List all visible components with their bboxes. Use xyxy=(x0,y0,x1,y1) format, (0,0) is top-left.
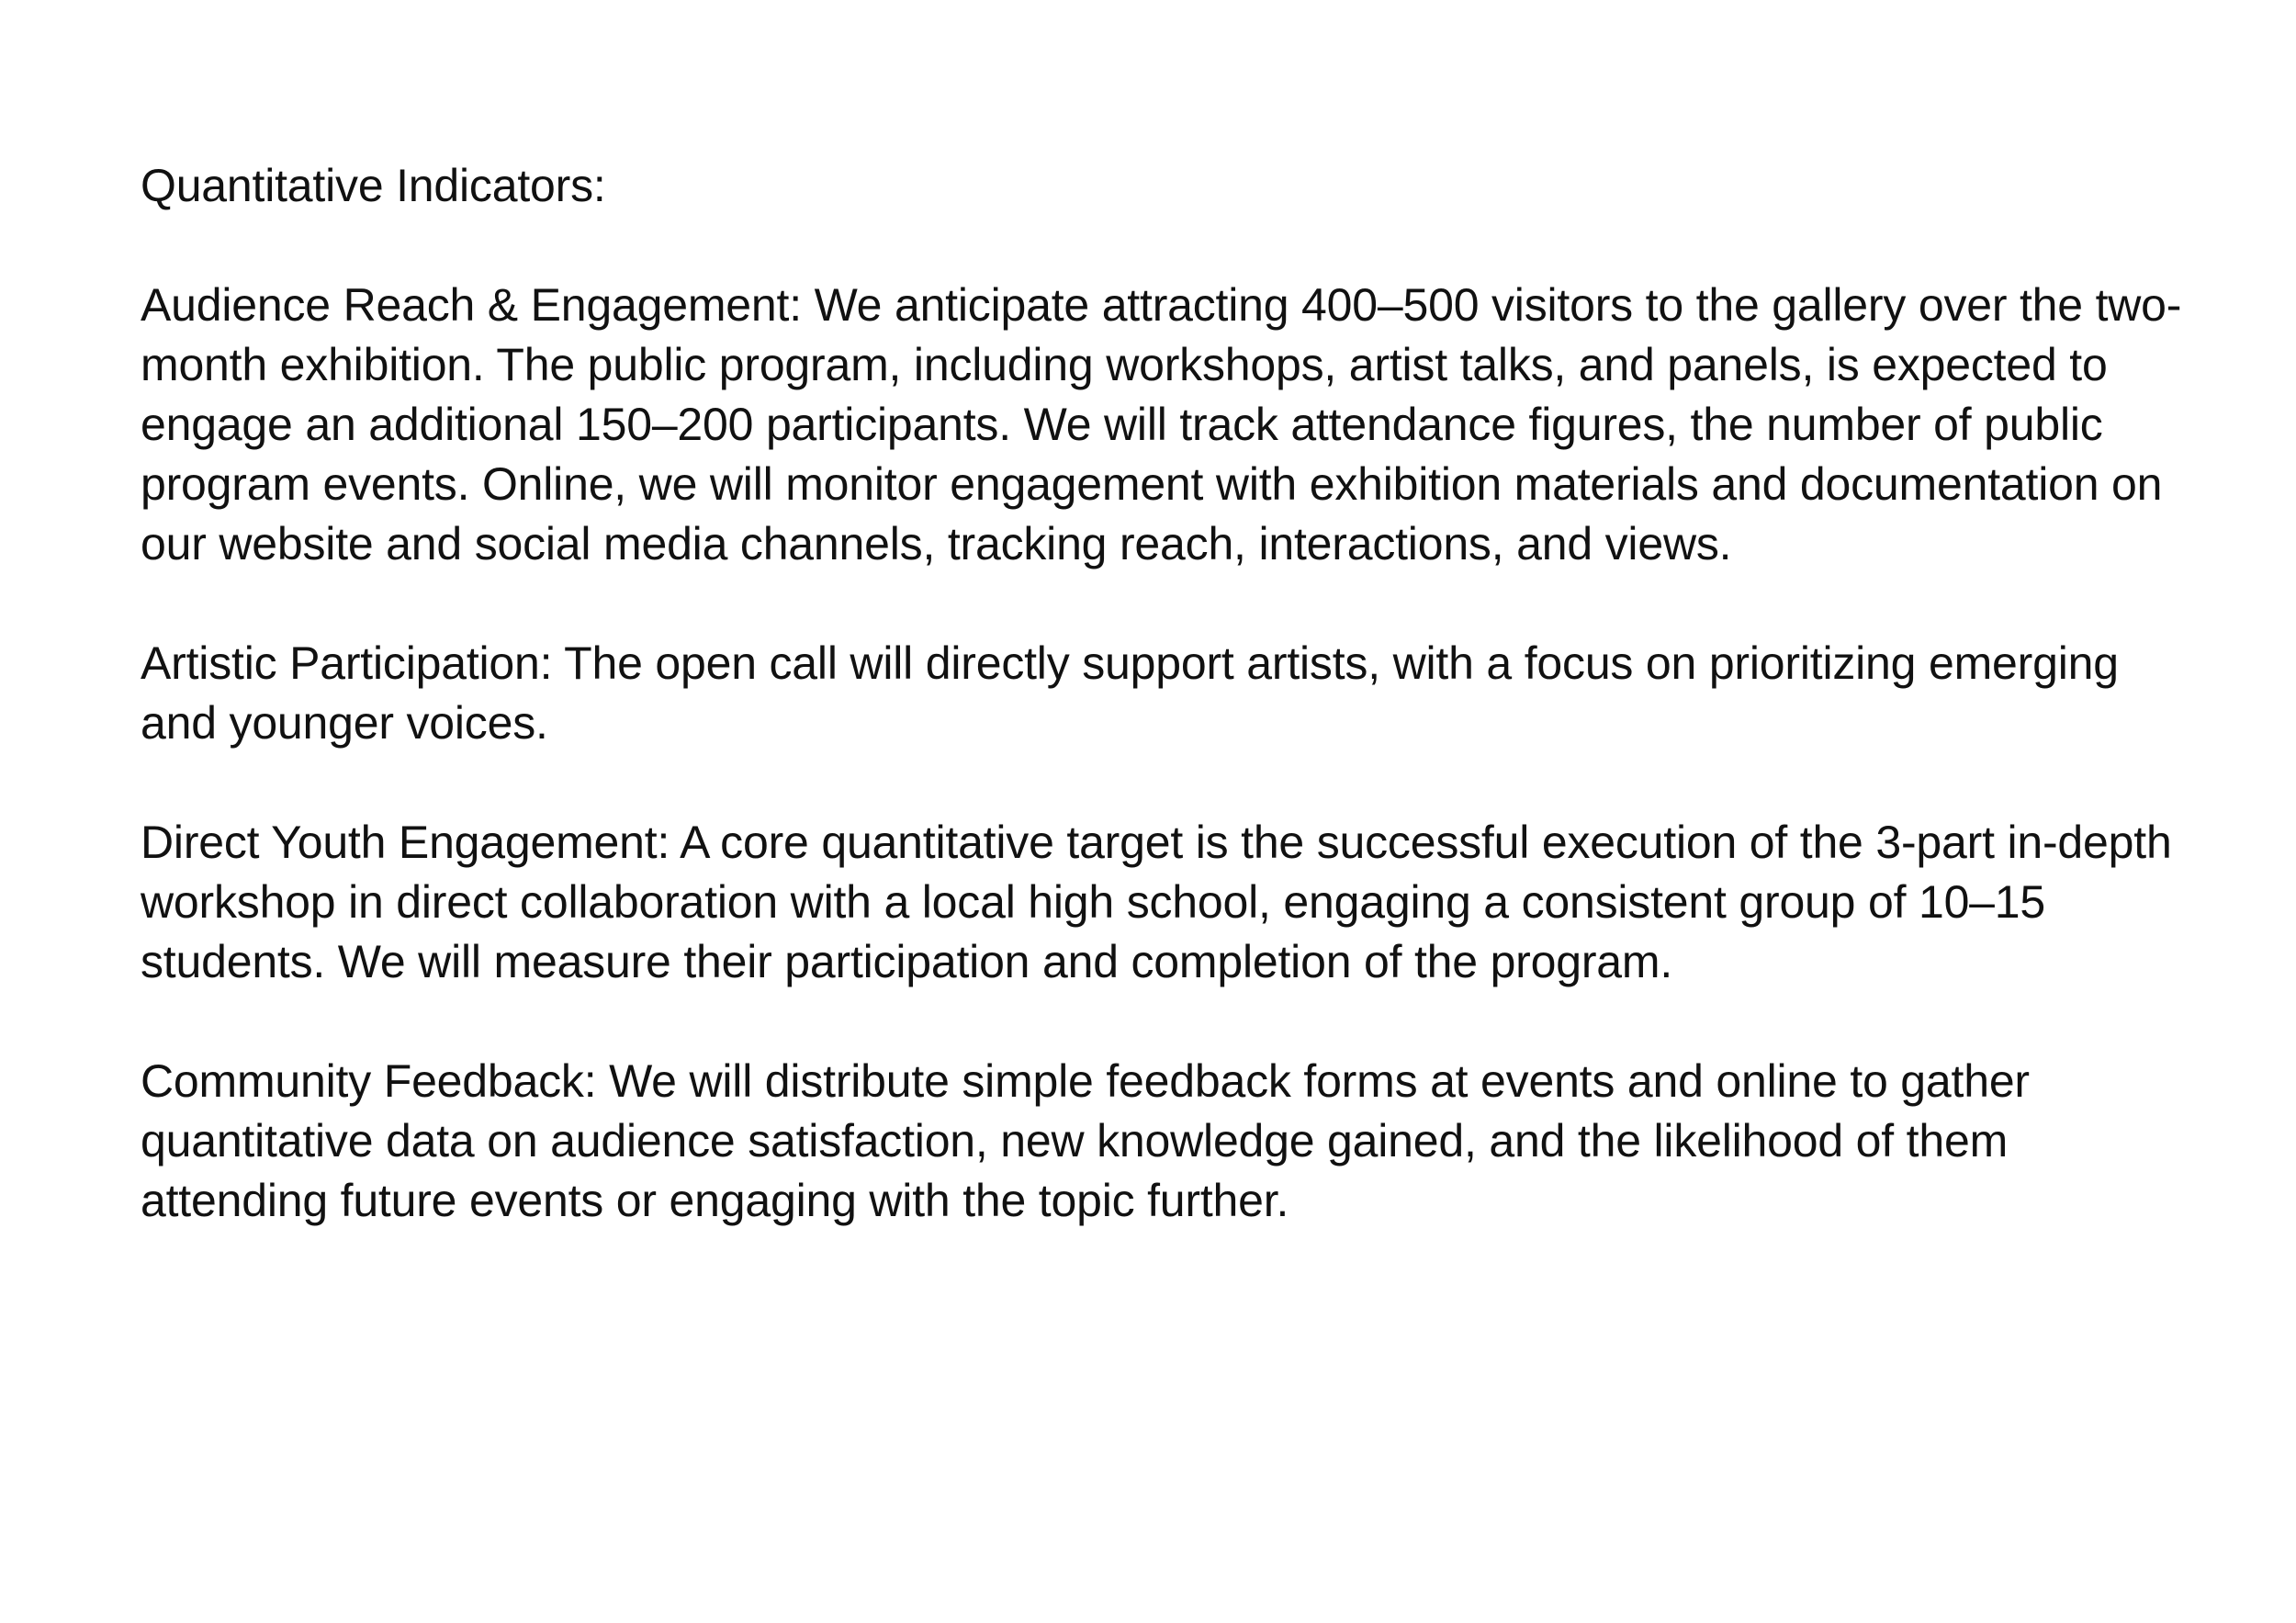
paragraph-text: A core quantitative target is the successful execution of the 3-part in-depth workshop in direct collaboration with a local high school, engaging a consistent group of 10–15 students. We will measure their participation and completion of the program. xyxy=(141,817,2172,987)
paragraph-title: Artistic Participation: xyxy=(141,637,553,689)
paragraph-title: Direct Youth Engagement: xyxy=(141,817,670,868)
paragraph-title: Community Feedback: xyxy=(141,1055,597,1107)
paragraph-title: Audience Reach & Engagement: xyxy=(141,279,802,331)
document-body xyxy=(141,156,2198,1231)
paragraph-text: We will distribute simple feedback forms at events and online to gather quantitative data on audience satisfaction, new knowledge gained, and the likelihood of them attending future events or engaging with the topic further. xyxy=(141,1055,2030,1226)
paragraph-text: The open call will directly support artists, with a focus on prioritizing emerging and younger voices. xyxy=(141,637,2119,749)
paragraph-direct-youth-engagement xyxy=(141,813,2198,992)
section-heading: Quantitative Indicators: xyxy=(141,160,606,211)
paragraph-audience-reach xyxy=(141,276,2198,574)
paragraph-artistic-participation xyxy=(141,634,2198,753)
paragraph-community-feedback xyxy=(141,1052,2198,1231)
paragraph-text: We anticipate attracting 400–500 visitors to the gallery over the two-month exhibition. The public program, including workshops, artist talks, and panels, is expected to engage an additional 150–200 participants. We will track attendance figures, the number of public program events. Online, we will monitor engagement with exhibition materials and documentation on our website and social media channels, tracking reach, interactions, and views. xyxy=(141,279,2182,569)
